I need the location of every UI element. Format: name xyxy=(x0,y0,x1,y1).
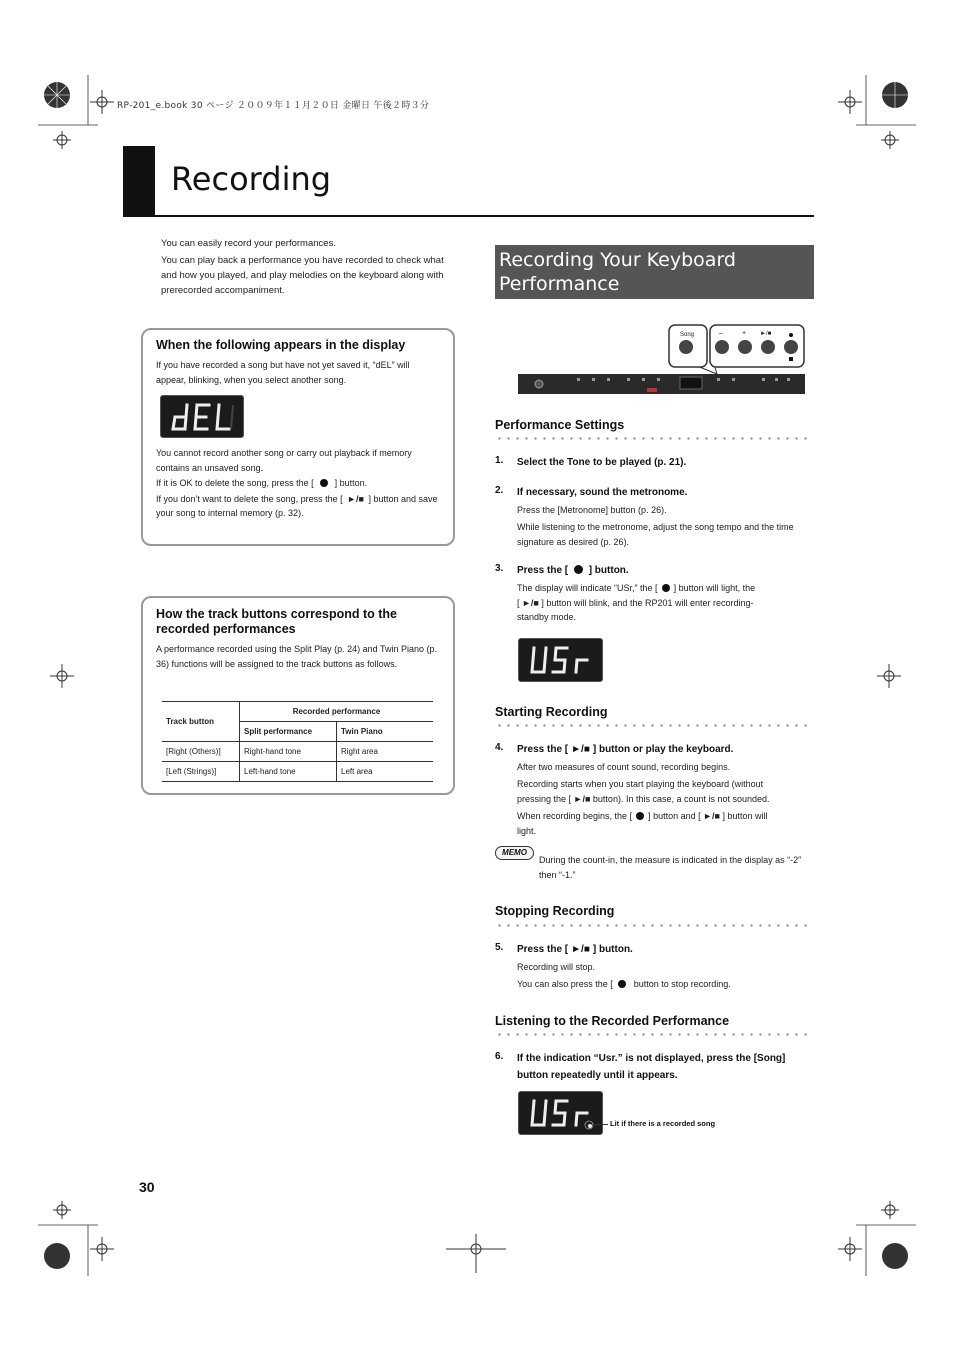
usr-display xyxy=(518,638,603,682)
crosshair-mark-right-middle xyxy=(877,664,901,688)
step-4-text-2-line-1: Recording starts when you start playing the keyboard (without xyxy=(517,779,764,789)
recorded-performance-header: Recorded performance xyxy=(240,702,434,722)
del-box-heading: When the following appears in the display xyxy=(156,338,406,352)
step-3-line-1 xyxy=(517,581,809,596)
listening-heading: Listening to the Recorded Performance xyxy=(495,1014,730,1028)
step-4-text-4-after: ] button will xyxy=(722,811,768,821)
dotted-rule xyxy=(495,437,810,440)
step-4-text-4-mid: ] button and [ xyxy=(648,811,701,821)
track-box-heading: How the track buttons correspond to the recorded performances xyxy=(156,607,397,636)
table-cell: Left area xyxy=(337,762,434,782)
title-rule xyxy=(123,215,814,217)
crosshair-mark-top-center xyxy=(90,90,114,114)
step-2-number: 2. xyxy=(495,485,504,496)
step-4-text-2-line-2 xyxy=(517,792,809,807)
page-number: 30 xyxy=(139,1179,155,1195)
del-warning-box xyxy=(141,328,455,546)
step-5-title-after: ] button. xyxy=(592,944,633,955)
del-box-text-2: You cannot record another song or carry out playback if memory contains an unsaved song. xyxy=(156,448,412,473)
record-button-icon xyxy=(618,980,626,988)
callout-line xyxy=(593,1124,608,1125)
registration-mark-top-left xyxy=(38,75,108,155)
split-performance-header: Split performance xyxy=(240,722,337,742)
step-5-text-2-before: You can also press the [ xyxy=(517,979,613,989)
table-cell: Right-hand tone xyxy=(240,742,337,762)
step-4-number: 4. xyxy=(495,742,504,753)
step-2-title: If necessary, sound the metronome. xyxy=(517,487,688,498)
track-box-text: A performance recorded using the Split Play (p. 24) and Twin Piano (p. 36) functions will be assigned to the track buttons as follows. xyxy=(156,644,437,669)
table-header-row xyxy=(162,702,433,722)
usr-display-digits xyxy=(519,639,602,681)
usr-dot-display xyxy=(518,1091,603,1135)
step-4-text-1: After two measures of count sound, recording begins. xyxy=(517,762,731,772)
section-heading-line-1: Recording Your Keyboard xyxy=(499,249,736,271)
step-4-text-3-before: pressing the [ xyxy=(517,793,572,804)
step-4-title xyxy=(517,741,733,758)
step-4-text-3-after: button). In this case, a count is not sounded. xyxy=(592,793,770,804)
minus-button-label: – xyxy=(719,330,723,337)
registration-mark-top-right xyxy=(846,75,916,155)
record-button-icon xyxy=(320,479,328,487)
step-4-text-4-before: When recording begins, the [ xyxy=(517,811,633,821)
print-header-note: RP-201_e.book 30 ページ ２００９年１１月２０日 金曜日 午後２時３分 xyxy=(117,101,430,111)
step-6-title: If the indication “Usr.” is not displayed, press the [Song] button repeatedly until it appears. xyxy=(517,1053,786,1081)
play-stop-icon: ►/■ xyxy=(573,793,591,804)
step-3-line-3: standby mode. xyxy=(517,612,577,622)
performance-settings-heading: Performance Settings xyxy=(495,418,625,432)
step-5-title-before: Press the [ xyxy=(517,944,569,955)
memo-badge: MEMO xyxy=(495,846,534,860)
step-3-title xyxy=(517,562,629,579)
table-cell: Right area xyxy=(337,742,434,762)
table-cell: [Left (Strings)] xyxy=(162,762,240,782)
step-4-text-2 xyxy=(517,777,809,806)
step-6-number: 6. xyxy=(495,1051,504,1062)
step-5-text-2 xyxy=(517,977,809,992)
step-1-number: 1. xyxy=(495,455,504,466)
crosshair-mark-bottom-center xyxy=(446,1228,506,1273)
step-4-title-before: Press the [ xyxy=(517,744,569,755)
intro-paragraph-2: You can play back a performance you have recorded to check what and how you played, and play melodies on the keyboard along with prerecorded accompaniment. xyxy=(161,255,444,296)
crosshair-mark-left-middle xyxy=(50,664,74,688)
table-cell: [Right (Others)] xyxy=(162,742,240,762)
step-2-text-1: Press the [Metronome] button (p. 26). xyxy=(517,505,667,515)
memo-text: During the count-in, the measure is indicated in the display as “-2” then “-1.” xyxy=(539,855,802,880)
twin-piano-header: Twin Piano xyxy=(337,722,434,742)
table-row xyxy=(162,762,433,782)
del-display-digits xyxy=(161,396,243,437)
plus-button-label: + xyxy=(742,330,747,337)
record-button-icon xyxy=(574,565,583,574)
play-stop-icon: ►/■ xyxy=(571,744,590,755)
step-3-text-c: ] button will blink, and the RP201 will enter recording- xyxy=(541,597,754,608)
intro-text xyxy=(161,236,461,300)
step-3-number: 3. xyxy=(495,563,504,574)
dotted-rule xyxy=(495,924,810,927)
song-button-label: Song xyxy=(680,332,695,338)
track-buttons-table xyxy=(162,701,433,782)
play-stop-icon: ►/■ xyxy=(703,811,720,821)
table-row xyxy=(162,742,433,762)
record-button-icon xyxy=(662,584,670,592)
step-5-title xyxy=(517,941,633,958)
del-box-text-4-after: ] button and save your song to internal memory (p. 32). xyxy=(156,493,438,518)
del-box-text-3 xyxy=(156,476,441,491)
dotted-rule xyxy=(495,724,810,727)
del-box-text-4 xyxy=(156,492,441,521)
step-1-title: Select the Tone to be played (p. 21). xyxy=(517,457,687,468)
step-3-text xyxy=(517,581,809,625)
play-stop-icon: ►/■ xyxy=(571,944,590,955)
title-accent-bar xyxy=(123,146,155,217)
play-stop-button-label: ►/■ xyxy=(760,331,772,337)
starting-recording-heading: Starting Recording xyxy=(495,705,608,719)
step-5-number: 5. xyxy=(495,942,504,953)
stopping-recording-heading: Stopping Recording xyxy=(495,904,615,918)
play-stop-icon: ►/■ xyxy=(347,493,364,504)
step-3-text-a: The display will indicate “USr,” the [ xyxy=(517,583,658,593)
section-heading-line-2: Performance xyxy=(499,273,620,295)
del-box-text-1: If you have recorded a song but have not yet saved it, “dEL” will appear, blinking, when you select another song. xyxy=(156,360,410,385)
del-box-text-4-before: If you don’t want to delete the song, press the [ xyxy=(156,493,343,504)
del-box-text-3-before: If it is OK to delete the song, press the [ xyxy=(156,478,314,488)
track-button-header: Track button xyxy=(162,702,240,742)
intro-paragraph-1: You can easily record your performances. xyxy=(161,238,336,249)
del-display xyxy=(160,395,244,438)
step-3-title-before: Press the [ xyxy=(517,565,569,576)
crosshair-mark-bottom-right-inner xyxy=(838,1237,862,1261)
del-box-text-3-after: ] button. xyxy=(334,478,368,488)
crosshair-mark-bottom-left-inner xyxy=(90,1237,114,1261)
section-heading xyxy=(495,245,814,299)
recorded-song-callout: Lit if there is a recorded song xyxy=(610,1119,716,1128)
step-4-text-4-line-1 xyxy=(517,809,811,824)
step-3-text-b: ] button will light, the xyxy=(673,583,756,593)
page-title: Recording xyxy=(171,160,332,198)
track-buttons-box xyxy=(141,596,455,795)
step-5-text-2-after: button to stop recording. xyxy=(633,979,731,989)
step-4-text-5: light. xyxy=(517,825,537,836)
step-3-title-after: ] button. xyxy=(588,565,629,576)
step-4-title-after: ] button or play the keyboard. xyxy=(592,744,734,755)
step-2-text-2: While listening to the metronome, adjust the song tempo and the time signature as desired (p. 26). xyxy=(517,522,794,547)
table-cell: Left-hand tone xyxy=(240,762,337,782)
usr-dot-display-digits xyxy=(519,1092,602,1134)
step-5-text-1: Recording will stop. xyxy=(517,962,596,972)
step-4-text-4 xyxy=(517,809,811,838)
control-panel-illustration xyxy=(517,322,807,396)
play-stop-icon: ►/■ xyxy=(522,597,539,608)
record-button-icon xyxy=(636,812,644,820)
dotted-rule xyxy=(495,1033,810,1036)
step-3-line-2: [ ►/■ ] button will blink, and the RP201 will enter recording- xyxy=(517,597,754,608)
crosshair-mark-top-right-inner xyxy=(838,90,862,114)
